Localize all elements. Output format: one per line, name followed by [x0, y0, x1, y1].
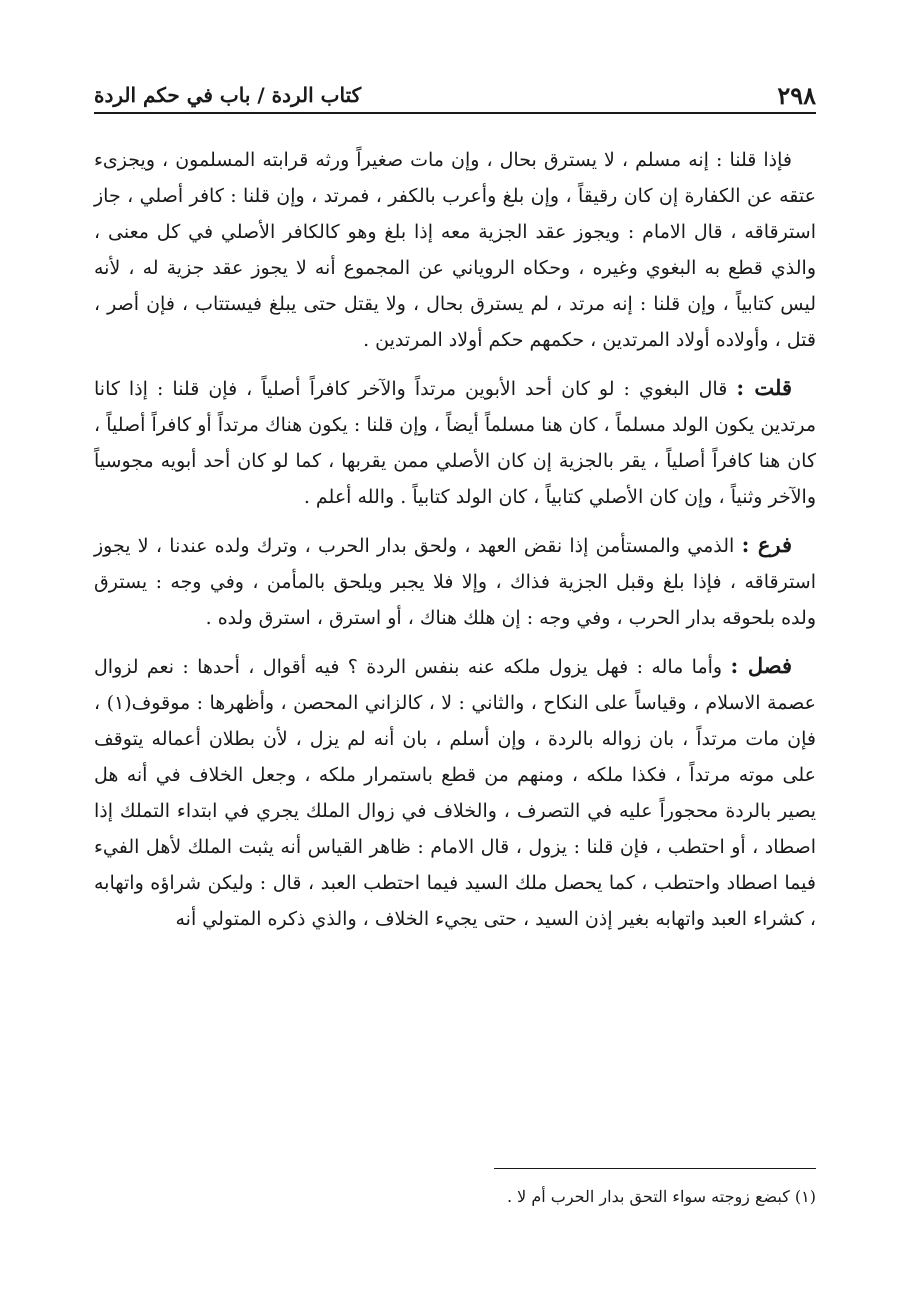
paragraph-lead: قلت : — [736, 375, 792, 400]
paragraph-text: فإذا قلنا : إنه مسلم ، لا يسترق بحال ، وإن مات صغيراً ورثه قرابته المسلمون ، ويجزىء عتقه عن الكفارة إن كان رقيقاً ، وإن بلغ وأعرب بالكفر ، فمرتد ، وإن قلنا : كافر أصلي ، جاز استرقاقه ، قال الامام : ويجوز عقد الجزية معه إذا بلغ وهو كالكافر الأصلي في كل معنى ، والذي قطع به البغوي وغيره ، وحكاه الروياني عن المجموع أنه لا يجوز عقد جزية له ، لأنه ليس كتابياً ، وإن قلنا : إنه مرتد ، لم يسترق بحال ، ولا يقتل حتى يبلغ فيستتاب ، فإن أصر ، قتل ، وأولاده أولاد المرتدين ، حكمهم حكم أولاد المرتدين . — [94, 149, 816, 351]
running-title: كتاب الردة / باب في حكم الردة — [94, 83, 362, 107]
paragraph-lead: فصل : — [730, 653, 793, 678]
page-header — [94, 78, 816, 114]
paragraph — [94, 527, 816, 636]
paragraph — [94, 370, 816, 515]
page-number: ٢٩٨ — [777, 80, 816, 110]
paragraph — [94, 648, 816, 937]
paragraph-text: وأما ماله : فهل يزول ملكه عنه بنفس الردة ؟ فيه أقوال ، أحدها : نعم لزوال عصمة الاسلام ، وقياساً على النكاح ، والثاني : لا ، كالزاني المحصن ، وأظهرها : موقوف(١) ، فإن مات مرتداً ، بان زواله بالردة ، وإن أسلم ، بان أنه لم يزل ، لأن بطلان أعماله يتوقف على موته مرتداً ، فكذا ملكه ، ومنهم من قطع باستمرار ملكه ، وجعل الخلاف في أنه هل يصير بالردة محجوراً عليه في التصرف ، والخلاف في زوال الملك يجري في ابتداء التملك إذا اصطاد ، أو احتطب ، فإن قلنا : يزول ، قال الامام : ظاهر القياس أنه يثبت الملك لأهل الفيء فيما اصطاد واحتطب ، كما يحصل ملك السيد فيما احتطب العبد ، قال : وليكن شراؤه واتهابه ، كشراء العبد واتهابه بغير إذن السيد ، حتى يجيء الخلاف ، والذي ذكره المتولي أنه — [94, 656, 816, 930]
footnote: (١) كبضع زوجته سواء التحق بدار الحرب أم لا . — [506, 1187, 816, 1206]
paragraph-lead: فرع : — [741, 532, 792, 557]
body-text — [94, 142, 816, 949]
paragraph — [94, 142, 816, 358]
paragraph-text: الذمي والمستأمن إذا نقض العهد ، ولحق بدار الحرب ، وترك ولده عندنا ، لا يجوز استرقاقه ، فإذا بلغ وقبل الجزية فذاك ، وإلا فلا يجبر ويلحق بالمأمن ، وفي وجه : يسترق ولده بلحوقه بدار الحرب ، وفي وجه : إن هلك هناك ، أو استرق ، استرق ولده . — [94, 535, 816, 629]
paragraph-text: قال البغوي : لو كان أحد الأبوين مرتداً والآخر كافراً أصلياً ، فإن قلنا : إذا كانا مرتدين يكون الولد مسلماً ، كان هنا مسلماً أيضاً ، وإن قلنا : يكون هناك مرتداً أو كافراً أصلياً ، كان هنا كافراً أصلياً ، يقر بالجزية إن كان الأصلي ممن يقربها ، كما لو كان أحد أبويه مجوسياً والآخر وثنياً ، وإن كان الأصلي كتابياً ، كان الولد كتابياً . والله أعلم . — [94, 378, 816, 508]
